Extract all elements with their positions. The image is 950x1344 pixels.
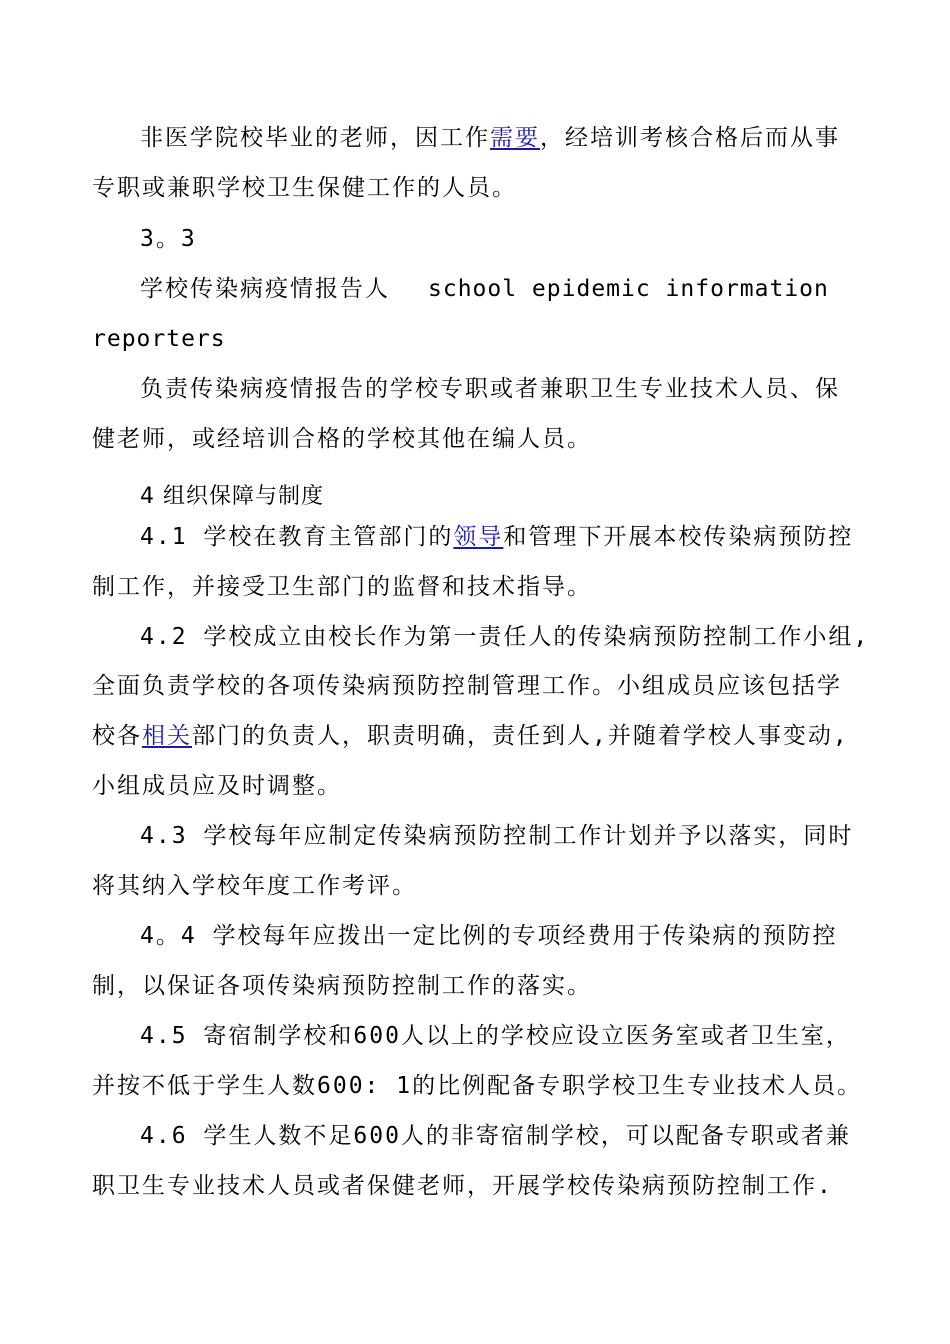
link-xuyao[interactable]: 需要 (490, 125, 540, 151)
paragraph-line: 负责传染病疫情报告的学校专职或者兼职卫生专业技术人员、保 (140, 376, 840, 402)
text-segment: 部门的负责人，职责明确，责任到人,并随着学校人事变动, (192, 723, 849, 749)
text-segment: 校各 (92, 723, 142, 749)
paragraph-line: 制，以保证各项传染病预防控制工作的落实。 (92, 973, 592, 999)
paragraph-line: 4。4 学校每年应拨出一定比例的专项经费用于传染病的预防控 (140, 923, 838, 949)
term-english: school epidemic information (428, 276, 829, 302)
paragraph-line (140, 522, 853, 552)
term-english-continued: reporters (92, 326, 226, 352)
paragraph-line: 职卫生专业技术人员或者保健老师，开展学校传染病预防控制工作. (92, 1173, 833, 1199)
link-xiangguan[interactable]: 相关 (142, 723, 192, 749)
paragraph-line (140, 123, 840, 153)
text-segment: 非医学院校毕业的老师，因工作 (140, 125, 490, 151)
paragraph-line: 将其纳入学校年度工作考评。 (92, 873, 417, 899)
paragraph-line: 4.5 寄宿制学校和600人以上的学校应设立医务室或者卫生室， (140, 1023, 851, 1049)
paragraph-line: 专职或兼职学校卫生保健工作的人员。 (92, 175, 517, 201)
paragraph-line: 并按不低于学生人数600: 1的比例配备专职学校卫生专业技术人员。 (92, 1073, 863, 1099)
paragraph-line: 4.3 学校每年应制定传染病预防控制工作计划并予以落实，同时 (140, 823, 854, 849)
paragraph-line: 制工作，并接受卫生部门的监督和技术指导。 (92, 574, 592, 600)
text-segment: 和管理下开展本校传染病预防控 (503, 524, 854, 550)
paragraph-line (92, 721, 849, 751)
paragraph-line: 健老师，或经培训合格的学校其他在编人员。 (92, 426, 592, 452)
link-lingdao[interactable]: 领导 (453, 524, 504, 550)
paragraph-line: 小组成员应及时调整。 (92, 773, 342, 799)
text-segment: ，经培训考核合格后而从事 (540, 125, 840, 151)
paragraph-line: 4.2 学校成立由校长作为第一责任人的传染病预防控制工作小组, (140, 624, 870, 650)
text-segment: 4.1 学校在教育主管部门的 (140, 524, 454, 550)
term-chinese: 学校传染病疫情报告人 (140, 276, 390, 302)
section-heading: 4 组织保障与制度 (140, 484, 324, 509)
section-number: 3。3 (140, 226, 197, 252)
paragraph-line: 全面负责学校的各项传染病预防控制管理工作。小组成员应该包括学 (92, 673, 842, 699)
term-definition-line (140, 274, 829, 304)
paragraph-line: 4.6 学生人数不足600人的非寄宿制学校，可以配备专职或者兼 (140, 1123, 851, 1149)
